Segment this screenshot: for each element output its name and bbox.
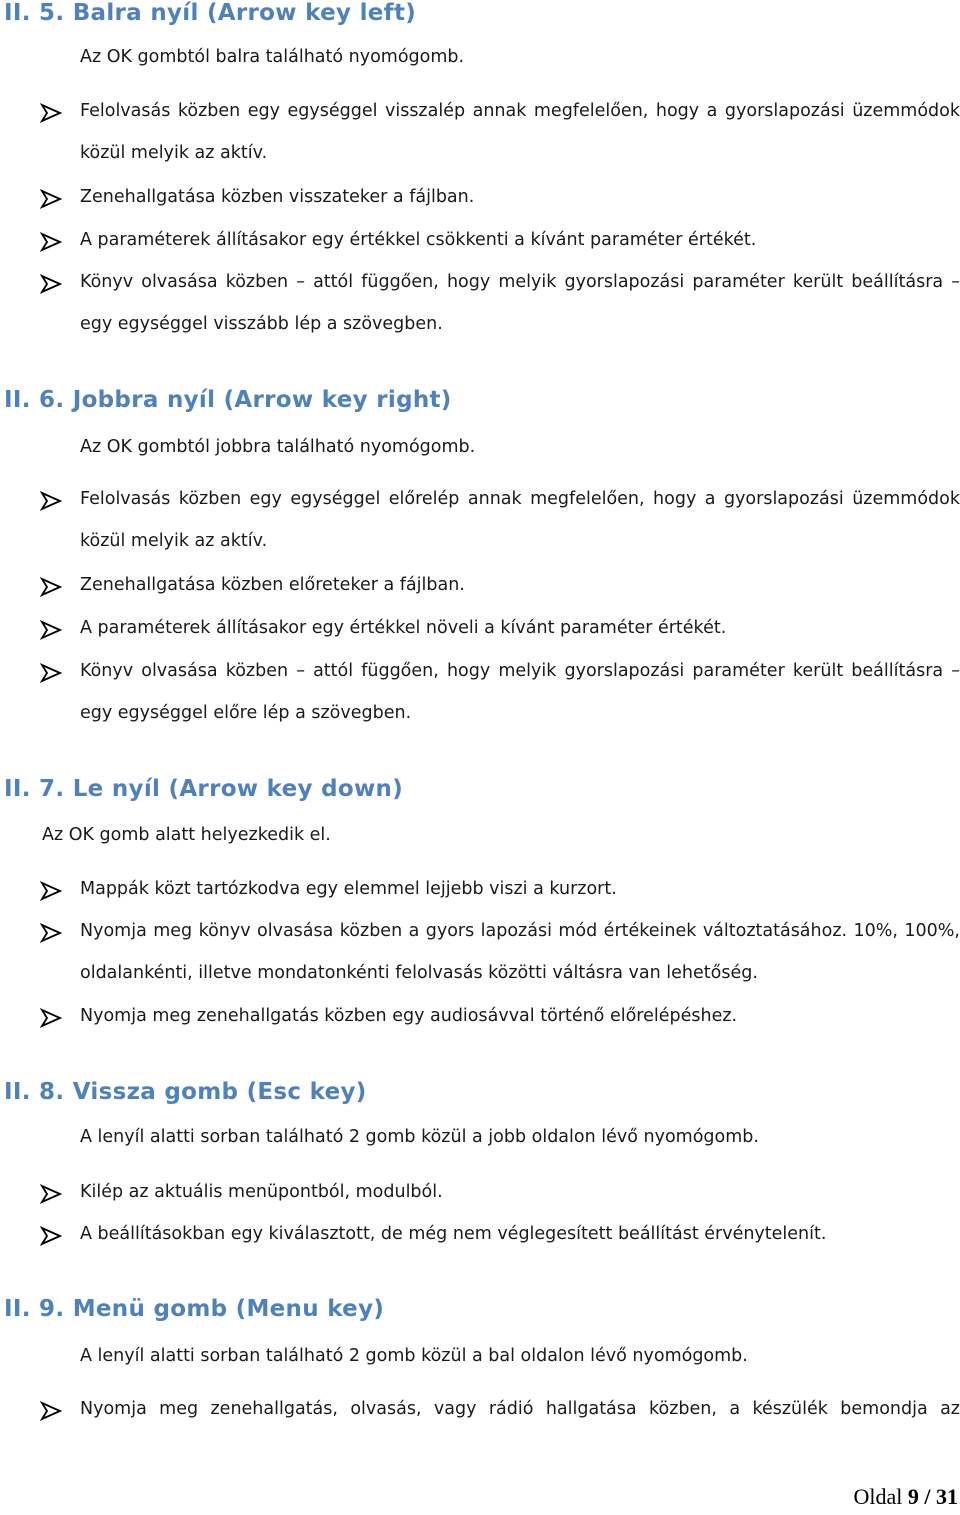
page-number	[853, 1484, 958, 1510]
list-item-text: Könyv olvasása közben – attól függően, hogy melyik gyorslapozási paraméter került beállításra – egy egységgel előre lép a szövegben.	[80, 661, 960, 723]
arrowhead-bullet-icon	[40, 490, 62, 512]
list-item-text: Kilép az aktuális menüpontból, modulból.	[80, 1182, 443, 1202]
list-item-text: A beállításokban egy kiválasztott, de még nem véglegesített beállítást érvénytelenít.	[80, 1224, 827, 1244]
arrowhead-bullet-icon	[40, 1225, 62, 1247]
list-item-text: Zenehallgatása közben visszateker a fájlban.	[80, 187, 475, 207]
section-heading: II. 7. Le nyíl (Arrow key down)	[4, 776, 404, 802]
section-intro: Az OK gombtól jobbra található nyomógomb.	[80, 437, 476, 457]
section-intro: A lenyíl alatti sorban található 2 gomb közül a bal oldalon lévő nyomógomb.	[80, 1346, 748, 1366]
list-item-text: Zenehallgatása közben előreteker a fájlban.	[80, 575, 465, 595]
arrowhead-bullet-icon	[40, 619, 62, 641]
arrowhead-bullet-icon	[40, 231, 62, 253]
arrowhead-bullet-icon	[40, 1183, 62, 1205]
page-total: 31	[936, 1484, 958, 1509]
arrowhead-bullet-icon	[40, 880, 62, 902]
section-heading: II. 8. Vissza gomb (Esc key)	[4, 1079, 367, 1105]
list-item-text: Könyv olvasása közben – attól függően, hogy melyik gyorslapozási paraméter került beállításra – egy egységgel visszább lép a szövegben.	[80, 272, 960, 334]
arrowhead-bullet-icon	[40, 1400, 62, 1422]
list-item-text: Nyomja meg könyv olvasása közben a gyors lapozási mód értékeinek változtatásához. 10%, 100%, oldalankénti, illetve mondatonkénti felolvasás közötti váltásra van lehetőség.	[80, 921, 960, 983]
section-heading: II. 5. Balra nyíl (Arrow key left)	[4, 0, 417, 26]
list-item-text: Felolvasás közben egy egységgel visszalép annak megfelelően, hogy a gyorslapozási üzemmódok közül melyik az aktív.	[80, 101, 960, 163]
section-intro: Az OK gombtól balra található nyomógomb.	[80, 47, 465, 67]
arrowhead-bullet-icon	[40, 922, 62, 944]
arrowhead-bullet-icon	[40, 273, 62, 295]
list-item-text: A paraméterek állításakor egy értékkel növeli a kívánt paraméter értékét.	[80, 618, 727, 638]
list-item-text: Nyomja meg zenehallgatás közben egy audiosávval történő előrelépéshez.	[80, 1006, 738, 1026]
arrowhead-bullet-icon	[40, 188, 62, 210]
list-item-text: A paraméterek állításakor egy értékkel csökkenti a kívánt paraméter értékét.	[80, 230, 757, 250]
arrowhead-bullet-icon	[40, 1007, 62, 1029]
list-item-text: Felolvasás közben egy egységgel előrelép annak megfelelően, hogy a gyorslapozási üzemmódok közül melyik az aktív.	[80, 489, 960, 551]
section-heading: II. 6. Jobbra nyíl (Arrow key right)	[4, 387, 452, 413]
page-current: 9	[907, 1484, 919, 1509]
section-intro: Az OK gomb alatt helyezkedik el.	[42, 825, 331, 845]
page-label: Oldal	[853, 1484, 903, 1509]
section-intro: A lenyíl alatti sorban található 2 gomb közül a jobb oldalon lévő nyomógomb.	[80, 1127, 759, 1147]
section-heading: II. 9. Menü gomb (Menu key)	[4, 1296, 385, 1322]
arrowhead-bullet-icon	[40, 662, 62, 684]
list-item-text: Nyomja meg zenehallgatás, olvasás, vagy rádió hallgatása közben, a készülék bemondja az	[80, 1399, 960, 1419]
list-item-text: Mappák közt tartózkodva egy elemmel lejjebb viszi a kurzort.	[80, 879, 617, 899]
page-separator: /	[924, 1484, 931, 1509]
arrowhead-bullet-icon	[40, 576, 62, 598]
arrowhead-bullet-icon	[40, 102, 62, 124]
